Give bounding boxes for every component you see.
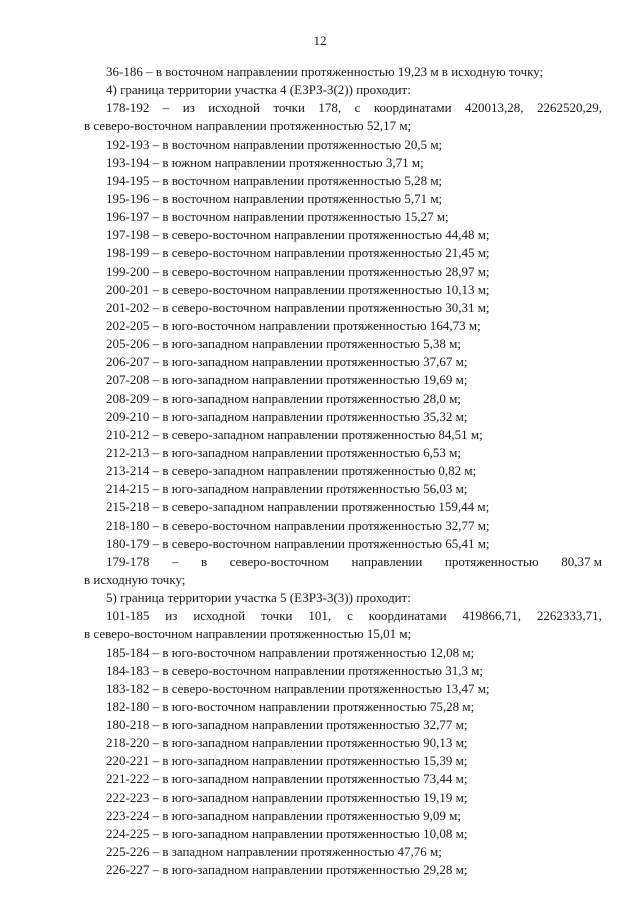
boundary-segment-line [0,317,640,335]
segment-code: 206-207 [106,354,150,370]
word: 2262333,71, [536,608,602,624]
segment-code: 197-198 [106,227,150,243]
section-heading: 4) граница территории участка 4 (ЕЗРЗ-3(2)) проходит: [106,82,411,98]
boundary-segment-line [0,226,640,244]
boundary-segment-line [0,716,640,734]
segment-code: 214-215 [106,481,150,497]
segment-code: 183-182 [106,680,150,696]
segment-description: – в юго-западном направлении протяженностью 90,13 м; [149,735,468,751]
segment-description: – в северо-восточном направлении протяженностью 13,47 м; [149,680,490,696]
segment-code: 200-201 [106,281,150,297]
boundary-segment-line [0,444,640,462]
segment-description: – в юго-западном направлении протяженностью 73,44 м; [149,771,468,787]
word: точки [273,100,305,116]
segment-description: – в юго-западном направлении протяженностью 56,03 м; [149,481,468,497]
segment-code: 182-180 [106,698,150,714]
segment-description: – в юго-западном направлении протяженностью 19,19 м; [149,789,468,805]
segment-description: – в северо-восточном направлении протяженностью 31,3 м; [149,662,484,678]
segment-code: 223-224 [106,807,150,823]
segment-description: – в северо-западном направлении протяженностью 159,44 м; [149,499,490,515]
boundary-segment-line [0,190,640,208]
boundary-segment-line [0,371,640,389]
segment-code: 205-206 [106,336,150,352]
segment-description: – в восточном направлении протяженностью 5,28 м; [149,172,443,188]
segment-description: – в восточном направлении протяженностью 20,5 м; [149,136,443,152]
segment-code: 180-218 [106,717,150,733]
boundary-segment-line [0,517,640,535]
boundary-segment-line [0,698,640,716]
boundary-segment-line [0,172,640,190]
boundary-segment-line [0,244,640,262]
continuation-line: в исходную точку; [84,571,186,587]
document-body [0,63,640,879]
segment-code: 209-210 [106,408,150,424]
segment-description: – в юго-восточном направлении протяженностью 75,28 м; [149,698,475,714]
segment-description: – в северо-западном направлении протяженностью 84,51 м; [149,426,483,442]
segment-description: – в восточном направлении протяженностью 15,27 м; [149,209,449,225]
word: 419866,71, [462,608,521,624]
segment-description: – в северо-западном направлении протяженностью 0,82 м; [149,463,477,479]
boundary-segment-line [0,281,640,299]
segment-description: – в юго-западном направлении протяженностью 5,38 м; [149,336,461,352]
boundary-segment-line [0,335,640,353]
word: 420013,28, [465,100,524,116]
segment-code: 218-220 [106,735,150,751]
segment-description: – в юго-западном направлении протяженностью 28,0 м; [149,390,461,406]
segment-code: 207-208 [106,372,150,388]
boundary-segment-line [0,680,640,698]
word: направлении [351,553,423,569]
segment-code: 196-197 [106,209,150,225]
continuation-line: в северо-восточном направлении протяженностью 52,17 м; [84,118,412,134]
boundary-segment-line [0,789,640,807]
segment-description: – в восточном направлении протяженностью 19,23 м в исходную точку; [142,64,544,79]
segment-code: 184-183 [106,662,150,678]
boundary-segment-line [0,480,640,498]
segment-code: 213-214 [106,463,150,479]
segment-code: 195-196 [106,190,150,206]
section-heading: 5) граница территории участка 5 (ЕЗРЗ-3(3)) проходит: [106,590,411,606]
continuation-line: в северо-восточном направлении протяженностью 15,01 м; [84,626,412,642]
word: с [354,100,361,116]
segment-description: – в юго-западном направлении протяженностью 32,77 м; [149,717,468,733]
boundary-segment-line [0,263,640,281]
boundary-segment-line [0,843,640,861]
segment-description: – в северо-восточном направлении протяженностью 44,48 м; [149,227,490,243]
word: исходной [193,608,246,624]
boundary-segment-line [0,861,640,879]
segment-description: – в северо-восточном направлении протяженностью 32,77 м; [149,517,490,533]
segment-code: 198-199 [106,245,150,261]
word: с [347,608,353,624]
segment-description: – в северо-восточном направлении протяженностью 28,97 м; [149,263,490,279]
boundary-segment-line [0,390,640,408]
word: из [165,608,178,624]
boundary-segment-line [0,208,640,226]
word: координатами [373,100,452,116]
word: 101, [308,608,332,624]
segment-code: 180-179 [106,535,150,551]
segment-description: – в западном направлении протяженностью 47,76 м; [149,844,442,860]
boundary-segment-line [0,752,640,770]
segment-code: 185-184 [106,644,150,660]
segment-description: – в юго-западном направлении протяженностью 9,09 м; [149,807,461,823]
boundary-segment-line [0,426,640,444]
boundary-segment-line [0,807,640,825]
boundary-segment-line [0,136,640,154]
word: 178, [318,100,342,116]
segment-description: – в северо-восточном направлении протяженностью 10,13 м; [149,281,490,297]
segment-description: – в южном направлении протяженностью 3,71 м; [149,154,424,170]
segment-code: 215-218 [106,499,150,515]
word: протяженностью [444,553,539,569]
segment-code: 199-200 [106,263,150,279]
word: северо-восточном [229,553,329,569]
boundary-segment-line [0,63,640,81]
segment-description: – в юго-западном направлении протяженностью 29,28 м; [149,862,468,878]
word: в [201,553,208,569]
segment-description: – в юго-западном направлении протяженностью 19,69 м; [149,372,468,388]
boundary-segment-line [0,299,640,317]
boundary-segment-line [0,535,640,553]
segment-code: 192-193 [106,136,150,152]
segment-description: – в юго-западном направлении протяженностью 6,53 м; [149,444,461,460]
segment-code: 193-194 [106,154,150,170]
word: координатами [368,608,447,624]
segment-code: 194-195 [106,172,150,188]
boundary-segment-line [0,770,640,788]
segment-description: – в юго-западном направлении протяженностью 37,67 м; [149,354,468,370]
segment-description: – в юго-западном направлении протяженностью 35,32 м; [149,408,468,424]
word: 179-178 [106,553,150,569]
word: исходной [208,100,261,116]
segment-description: – в северо-восточном направлении протяженностью 65,41 м; [149,535,490,551]
segment-description: – в восточном направлении протяженностью 5,71 м; [149,190,443,206]
segment-description: – в юго-восточном направлении протяженностью 12,08 м; [149,644,475,660]
segment-description: – в юго-восточном направлении протяженностью 164,73 м; [149,317,481,333]
segment-code: 201-202 [106,299,150,315]
page-number: 12 [313,33,327,48]
segment-code: 220-221 [106,753,150,769]
boundary-segment-line [0,154,640,172]
boundary-segment-line [0,353,640,371]
word: 101-185 [106,608,150,624]
segment-code: 224-225 [106,825,150,841]
word: – [171,553,179,569]
word: 2262520,29, [537,100,602,116]
boundary-segment-line [0,825,640,843]
justified-line [0,553,640,571]
segment-description: – в юго-западном направлении протяженностью 15,39 м; [149,753,468,769]
boundary-segment-line [0,498,640,516]
word: 80,37 м [561,553,602,569]
segment-description: – в северо-восточном направлении протяженностью 30,31 м; [149,299,490,315]
segment-code: 226-227 [106,862,150,878]
boundary-segment-line [0,462,640,480]
segment-code: 210-212 [106,426,150,442]
segment-code: 208-209 [106,390,150,406]
justified-line [0,607,640,625]
segment-code: 222-223 [106,789,150,805]
boundary-segment-line [0,734,640,752]
boundary-segment-line [0,408,640,426]
word: точки [260,608,293,624]
boundary-segment-line [0,644,640,662]
segment-code: 36-186 [106,64,143,79]
justified-line [0,99,640,117]
segment-description: – в северо-восточном направлении протяженностью 21,45 м; [149,245,490,261]
segment-code: 212-213 [106,444,150,460]
word: 178-192 [106,100,150,116]
segment-code: 221-222 [106,771,150,787]
segment-code: 202-205 [106,317,150,333]
word: из [182,100,195,116]
segment-code: 218-180 [106,517,150,533]
segment-description: – в юго-западном направлении протяженностью 10,08 м; [149,825,468,841]
segment-code: 225-226 [106,844,150,860]
boundary-segment-line [0,662,640,680]
word: – [162,100,170,116]
